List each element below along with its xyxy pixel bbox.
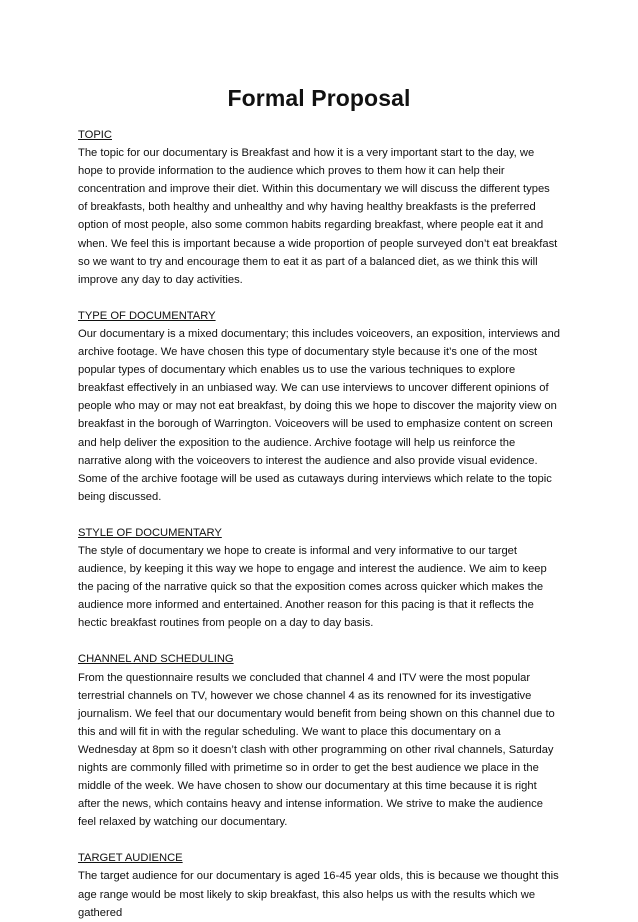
section-body-topic: The topic for our documentary is Breakfast and how it is a very important start to the day, we hope to provide information to the audience which proves to them how it can help their concentration and improve their diet. Within this documentary we will discuss the different types of breakfasts, both healthy and unhealthy and why having healthy breakfasts is the preferred option of most people, also some common habits regarding breakfast, where people eat it and when. We feel this is important because a wide proportion of people surveyed don’t eat breakfast so we want to try and encourage them to eat it as part of a balanced diet, as we think this will improve any day to day activities.: [78, 147, 558, 286]
section-topic: [78, 126, 560, 289]
section-type-of-documentary: [78, 307, 560, 506]
section-heading-topic: TOPIC: [78, 129, 112, 141]
section-body-style-of-documentary: The style of documentary we hope to create is informal and very informative to our target audience, by keeping it this way we hope to engage and interest the audience. We aim to keep the pacing of the narrative quick so that the exposition comes across quicker which makes the audience more informed and entertained. Another reason for this pacing is that it reflects the hectic breakfast routines from people on a day to day basis.: [78, 544, 547, 630]
section-heading-channel-and-scheduling: CHANNEL AND SCHEDULING: [78, 653, 234, 666]
section-body-channel-and-scheduling: From the questionnaire results we concluded that channel 4 and ITV were the most popular terrestrial channels on TV, however we chose channel 4 as its renowned for its investigative journalism. We feel that our documentary would benefit from being shown on this channel due to this and will fit in with the regular scheduling. We want to place this documentary on a Wednesday at 8pm so it doesn’t clash with other programming on other rival channels, Saturday nights are commonly filled with primetime so in order to get the best audience we place in the middle of the week. We have chosen to show our documentary at this time because it is right after the news, which contains heavy and intense information. We strive to make the audience feel relaxed by watching our documentary.: [78, 671, 555, 829]
section-target-audience: [78, 849, 560, 921]
section-heading-style-of-documentary: STYLE OF DOCUMENTARY: [78, 526, 222, 539]
document-content: [78, 126, 560, 922]
section-style-of-documentary: [78, 524, 560, 633]
section-channel-and-scheduling: [78, 650, 560, 831]
section-heading-type-of-documentary: TYPE OF DOCUMENTARY: [78, 309, 216, 322]
section-body-target-audience: The target audience for our documentary is aged 16-45 year olds, this is because we thought this age range would be most likely to skip breakfast, this also helps us with the results which we gathered: [78, 870, 559, 919]
section-body-type-of-documentary: Our documentary is a mixed documentary; this includes voiceovers, an exposition, interviews and archive footage. We have chosen this type of documentary style because it’s one of the most popular types of documentary which enables us to use the various techniques to explore breakfast effectively in an unbiased way. We can use interviews to uncover different opinions of people who may or may not eat breakfast, by doing this we hope to discover the majority view on breakfast in the borough of Warrington. Voiceovers will be used to emphasize content on screen and help deliver the exposition to the audience. Archive footage will help us reinforce the narrative along with the voiceovers to interest the audience and also provide visual evidence. Some of the archive footage will be used as cutaways during interviews which relate to the topic being discussed.: [78, 327, 560, 503]
document-title: Formal Proposal: [227, 85, 411, 111]
section-heading-target-audience: TARGET AUDIENCE: [78, 852, 183, 865]
